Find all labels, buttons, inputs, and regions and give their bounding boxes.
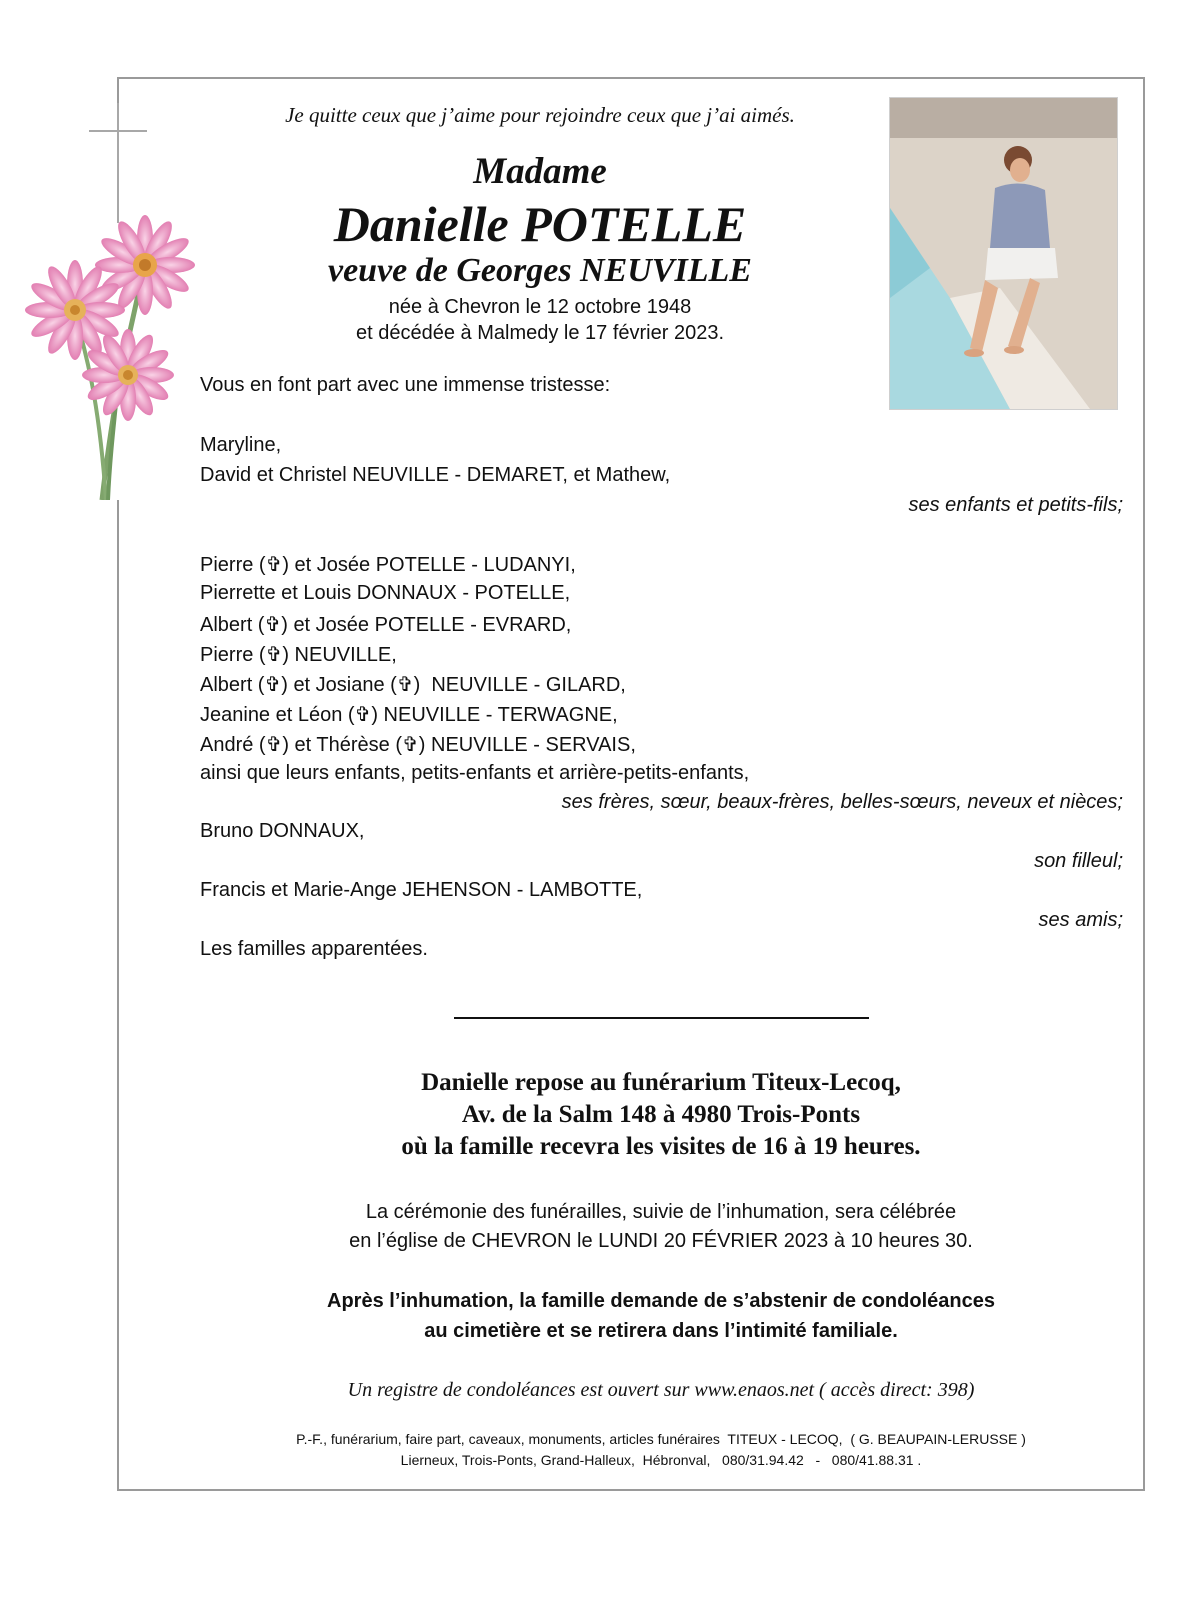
family-role: ses enfants et petits-fils; <box>908 494 1123 516</box>
funerarium-line: Av. de la Salm 148 à 4980 Trois-Ponts <box>461 1101 861 1128</box>
family-line: David et Christel NEUVILLE - DEMARET, et Mathew, <box>200 464 671 486</box>
family-line: Pierre (✞) NEUVILLE, <box>200 644 397 666</box>
family-line: André (✞) et Thérèse (✞) NEUVILLE - SERVAIS, <box>200 734 636 756</box>
family-line: Albert (✞) et Josée POTELLE - EVRARD, <box>200 614 572 636</box>
family-line: ainsi que leurs enfants, petits-enfants et arrière-petits-enfants, <box>200 762 750 784</box>
announcement: Vous en font part avec une immense tristesse: <box>200 374 611 396</box>
family-line: Jeanine et Léon (✞) NEUVILLE - TERWAGNE, <box>200 704 618 726</box>
family-role: son filleul; <box>1034 850 1123 872</box>
family-line: Bruno DONNAUX, <box>200 820 365 842</box>
family-line: Maryline, <box>200 434 282 456</box>
title-madame: Madame <box>473 151 607 192</box>
deceased-name: Danielle POTELLE <box>333 196 747 252</box>
cross-icon-horizontal <box>89 130 147 132</box>
family-line: Pierre (✞) et Josée POTELLE - LUDANYI, <box>200 554 576 576</box>
death-line: et décédée à Malmedy le 17 février 2023. <box>356 322 724 344</box>
pink-gerbera-flowers-icon <box>20 215 210 500</box>
family-role: ses frères, sœur, beaux-frères, belles-sœurs, neveux et nièces; <box>561 791 1123 813</box>
cross-icon-vertical <box>117 103 119 223</box>
families-line: Les familles apparentées. <box>200 938 428 960</box>
funerarium-line: où la famille recevra les visites de 16 à 19 heures. <box>401 1133 921 1160</box>
birth-line: née à Chevron le 12 octobre 1948 <box>388 296 692 318</box>
family-line: Francis et Marie-Ange JEHENSON - LAMBOTTE, <box>200 879 643 901</box>
ceremony-line: La cérémonie des funérailles, suivie de l’inhumation, sera célébrée <box>365 1201 957 1223</box>
divider <box>454 1017 869 1019</box>
after-line: au cimetière et se retirera dans l’intimité familiale. <box>424 1320 898 1342</box>
after-line: Après l’inhumation, la famille demande de s’abstenir de condoléances <box>327 1290 995 1312</box>
funerarium-line: Danielle repose au funérarium Titeux-Lecoq, <box>421 1069 901 1096</box>
quote: Je quitte ceux que j’aime pour rejoindre ceux que j’ai aimés. <box>285 103 795 127</box>
family-role: ses amis; <box>1038 909 1123 931</box>
registry-line: Un registre de condoléances est ouvert sur www.enaos.net ( accès direct: 398) <box>347 1379 975 1401</box>
family-line: Albert (✞) et Josiane (✞) NEUVILLE - GILARD, <box>200 674 626 696</box>
footer-line: P.-F., funérarium, faire part, caveaux, monuments, articles funéraires TITEUX - LECOQ, ( G. BEAUPAIN-LERUSSE ) <box>296 1431 1026 1447</box>
footer-line: Lierneux, Trois-Ponts, Grand-Halleux, Hébronval, 080/31.94.42 - 080/41.88.31 . <box>400 1452 922 1468</box>
ceremony-line: en l’église de CHEVRON le LUNDI 20 FÉVRIER 2023 à 10 heures 30. <box>349 1230 973 1252</box>
widow-of: veuve de Georges NEUVILLE <box>328 252 752 289</box>
family-line: Pierrette et Louis DONNAUX - POTELLE, <box>200 582 571 604</box>
portrait-photo <box>889 97 1118 410</box>
